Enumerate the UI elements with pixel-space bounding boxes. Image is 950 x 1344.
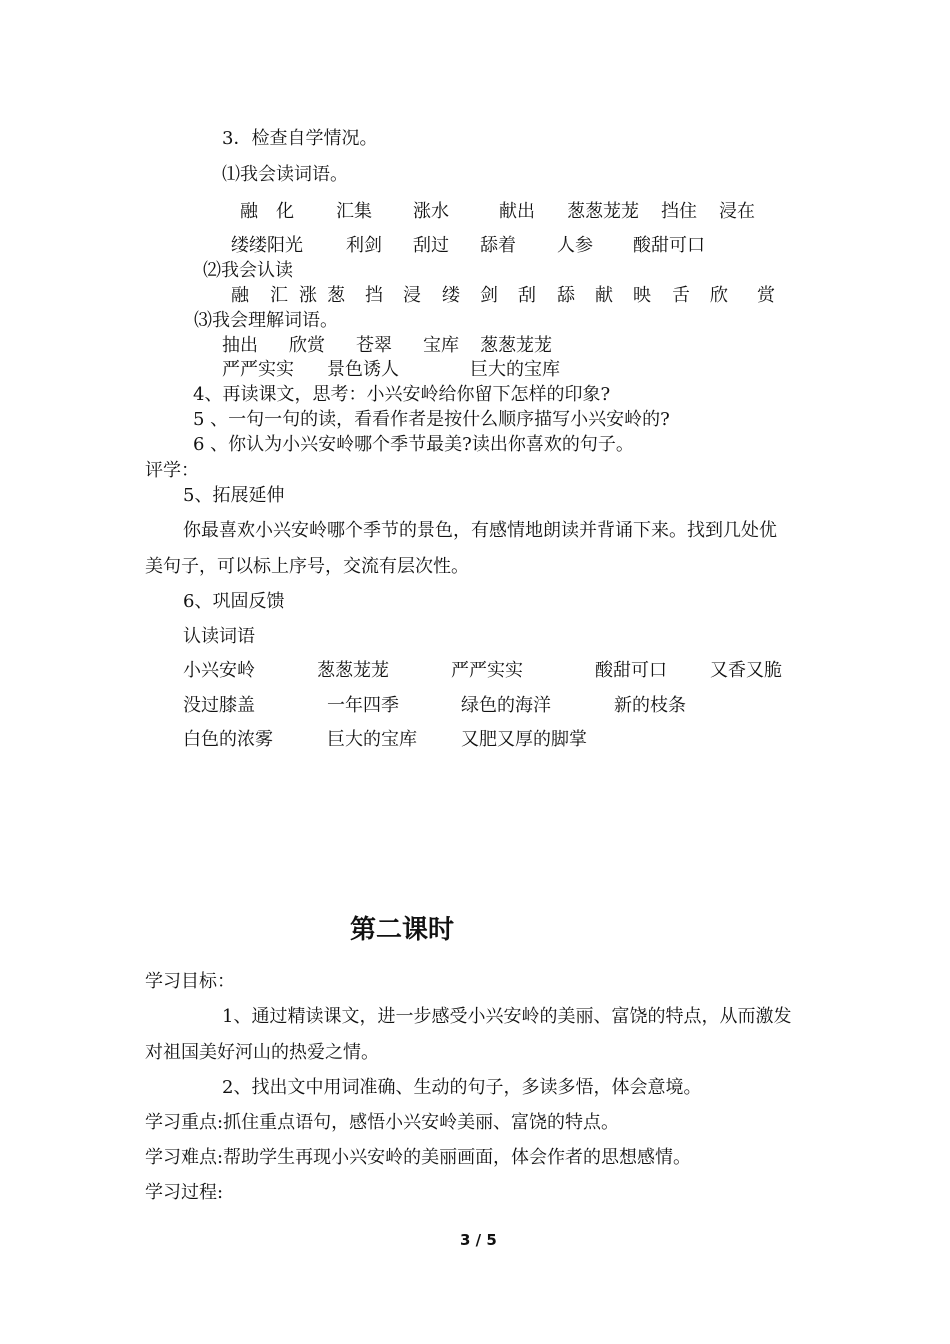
char-item: 汇 (270, 285, 288, 306)
extend-paragraph-line-1: 你最喜欢小兴安岭哪个季节的景色，有感情地朗读并背诵下来。找到几处优 (183, 520, 777, 541)
extend-paragraph-line-2: 美句子，可以标上序号，交流有层次性。 (145, 556, 469, 577)
word-item: 葱葱茏茏 (317, 660, 389, 681)
word-item: 宝库 (423, 335, 459, 356)
goal-2: 2、找出文中用词准确、生动的句子，多读多悟，体会意境。 (222, 1077, 702, 1098)
char-item: 浸 (403, 285, 421, 306)
char-item: 献 (595, 285, 613, 306)
difficulty: 学习难点:帮助学生再现小兴安岭的美丽画面，体会作者的思想感情。 (145, 1147, 692, 1168)
word-item: 小兴安岭 (183, 660, 255, 681)
word-item: 没过膝盖 (183, 695, 255, 716)
word-item: 人参 (557, 235, 593, 256)
word-item: 缕缕阳光 (231, 235, 303, 256)
char-item: 剑 (480, 285, 498, 306)
word-item: 刮过 (413, 235, 449, 256)
char-item: 葱 (327, 285, 345, 306)
word-item: 浸在 (719, 201, 755, 222)
char-item: 缕 (442, 285, 460, 306)
word-item: 欣赏 (289, 335, 325, 356)
word-item: 酸甜可口 (595, 660, 667, 681)
char-item: 舌 (672, 285, 690, 306)
question-5: 5 、一句一句的读，看看作者是按什么顺序描写小兴安岭的? (193, 409, 670, 430)
char-item: 挡 (365, 285, 383, 306)
char-item: 刮 (518, 285, 536, 306)
extend-title: 5、拓展延伸 (183, 485, 285, 506)
word-item: 白色的浓雾 (183, 729, 273, 750)
understand-title: ⑶我会理解词语。 (194, 310, 338, 331)
word-item: 新的枝条 (614, 695, 686, 716)
word-item: 挡住 (661, 201, 697, 222)
word-item: 又香又脆 (710, 660, 782, 681)
word-item: 一年四季 (327, 695, 399, 716)
char-item: 涨 (299, 285, 317, 306)
char-item: 映 (633, 285, 651, 306)
word-item: 又肥又厚的脚掌 (461, 729, 587, 750)
word-item: 汇集 (336, 201, 372, 222)
question-4: 4、再读课文，思考：小兴安岭给你留下怎样的印象? (193, 384, 611, 405)
word-item: 葱葱茏茏 (480, 335, 552, 356)
word-item: 抽出 (222, 335, 258, 356)
check-heading: 3．检查自学情况。 (222, 128, 378, 149)
goal-1-line-2: 对祖国美好河山的热爱之情。 (145, 1042, 379, 1063)
word-item: 严严实实 (222, 359, 294, 380)
word-item: 酸甜可口 (633, 235, 705, 256)
word-item: 融 化 (240, 201, 294, 222)
char-item: 欣 (710, 285, 728, 306)
word-item: 葱葱茏茏 (567, 201, 639, 222)
question-6: 6 、你认为小兴安岭哪个季节最美?读出你喜欢的句子。 (193, 434, 634, 455)
word-item: 巨大的宝库 (327, 729, 417, 750)
word-item: 利剑 (346, 235, 382, 256)
word-item: 严严实实 (451, 660, 523, 681)
word-item: 涨水 (413, 201, 449, 222)
word-item: 苍翠 (356, 335, 392, 356)
feedback-title: 6、巩固反馈 (183, 591, 285, 612)
char-item: 赏 (757, 285, 775, 306)
recognize-title: ⑵我会认读 (203, 260, 293, 281)
lesson-heading: 第二课时 (350, 915, 455, 945)
word-item: 绿色的海洋 (461, 695, 551, 716)
key-point: 学习重点:抓住重点语句，感悟小兴安岭美丽、富饶的特点。 (145, 1112, 620, 1133)
feedback-subtitle: 认读词语 (183, 626, 255, 647)
word-item: 献出 (499, 201, 535, 222)
char-item: 融 (231, 285, 249, 306)
process-label: 学习过程: (145, 1182, 224, 1203)
evaluate-label: 评学： (145, 460, 199, 481)
word-item: 景色诱人 (327, 359, 399, 380)
goal-1-line-1: 1、通过精读课文，进一步感受小兴安岭的美丽、富饶的特点，从而激发 (222, 1006, 792, 1027)
word-item: 巨大的宝库 (470, 359, 560, 380)
char-item: 舔 (557, 285, 575, 306)
goals-label: 学习目标： (145, 971, 235, 992)
word-item: 舔着 (480, 235, 516, 256)
page-number: 3 / 5 (460, 1231, 497, 1249)
read-words-title: ⑴我会读词语。 (222, 164, 348, 185)
